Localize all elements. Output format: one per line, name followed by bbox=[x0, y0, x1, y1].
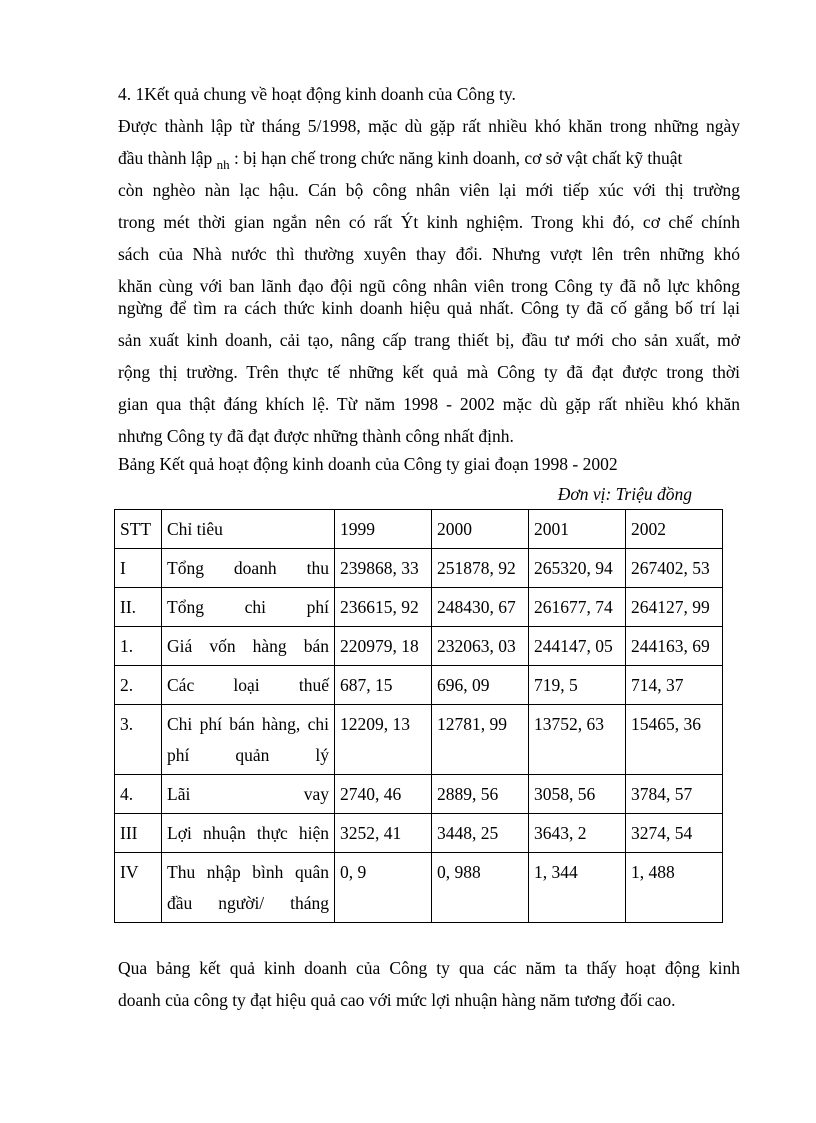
table-header-row bbox=[115, 510, 723, 549]
paragraph-line: sản xuất kinh doanh, cải tạo, nâng cấp trang thiết bị, đầu tư mới cho sản xuất, mở bbox=[118, 330, 740, 350]
value-cell: 0, 9 bbox=[335, 853, 432, 923]
value-cell: 12209, 13 bbox=[335, 705, 432, 775]
value-cell: 264127, 99 bbox=[626, 588, 723, 627]
item-cell: Các loại thuế bbox=[162, 666, 335, 705]
paragraph-text: : bị hạn chế trong chức năng kinh doanh, cơ sở vật chất kỹ thuật bbox=[234, 148, 683, 168]
value-cell: 687, 15 bbox=[335, 666, 432, 705]
value-cell: 265320, 94 bbox=[529, 549, 626, 588]
stt-cell: IV bbox=[115, 853, 162, 923]
value-cell: 3274, 54 bbox=[626, 814, 723, 853]
header-cell: Chỉ tiêu bbox=[162, 510, 335, 549]
closing-line: doanh của công ty đạt hiệu quả cao với mức lợi nhuận hàng năm tương đối cao. bbox=[118, 990, 676, 1010]
paragraph-line: gian qua thật đáng khích lệ. Từ năm 1998 - 2002 mặc dù gặp rất nhiều khó khăn bbox=[118, 394, 740, 414]
item-cell: Lợi nhuận thực hiện bbox=[162, 814, 335, 853]
value-cell: 1, 344 bbox=[529, 853, 626, 923]
table-row bbox=[115, 588, 723, 627]
value-cell: 3252, 41 bbox=[335, 814, 432, 853]
value-cell: 251878, 92 bbox=[432, 549, 529, 588]
item-cell: Thu nhập bình quân đầu người/ tháng bbox=[162, 853, 335, 923]
header-cell: STT bbox=[115, 510, 162, 549]
paragraph-line bbox=[118, 147, 740, 171]
section-heading: 4. 1Kết quả chung về hoạt động kinh doanh của Công ty. bbox=[118, 84, 516, 104]
table-row bbox=[115, 775, 723, 814]
item-cell: Chi phí bán hàng, chi phí quản lý bbox=[162, 705, 335, 775]
subscript-text: nh bbox=[216, 157, 230, 172]
header-cell: 2000 bbox=[432, 510, 529, 549]
value-cell: 267402, 53 bbox=[626, 549, 723, 588]
paragraph-line: còn nghèo nàn lạc hậu. Cán bộ công nhân viên lại mới tiếp xúc với thị trường bbox=[118, 180, 740, 200]
stt-cell: 1. bbox=[115, 627, 162, 666]
value-cell: 261677, 74 bbox=[529, 588, 626, 627]
item-cell: Tổng doanh thu bbox=[162, 549, 335, 588]
paragraph-line: Được thành lập từ tháng 5/1998, mặc dù gặp rất nhiều khó khăn trong những ngày bbox=[118, 116, 740, 136]
value-cell: 2889, 56 bbox=[432, 775, 529, 814]
value-cell: 248430, 67 bbox=[432, 588, 529, 627]
stt-cell: I bbox=[115, 549, 162, 588]
paragraph-line: trong mét thời gian ngắn nên có rất Ýt kinh nghiệm. Trong khi đó, cơ chế chính bbox=[118, 212, 740, 232]
table-row bbox=[115, 627, 723, 666]
table-title: Bảng Kết quả hoạt động kinh doanh của Công ty giai đoạn 1998 - 2002 bbox=[118, 454, 618, 474]
paragraph-line: sách của Nhà nước thì thường xuyên thay đổi. Nhưng vượt lên trên những khó bbox=[118, 244, 740, 264]
header-cell: 2001 bbox=[529, 510, 626, 549]
table-row bbox=[115, 705, 723, 775]
item-cell: Tổng chi phí bbox=[162, 588, 335, 627]
paragraph-text: đầu thành lập bbox=[118, 148, 213, 168]
stt-cell: II. bbox=[115, 588, 162, 627]
value-cell: 719, 5 bbox=[529, 666, 626, 705]
value-cell: 244163, 69 bbox=[626, 627, 723, 666]
value-cell: 3448, 25 bbox=[432, 814, 529, 853]
table-row bbox=[115, 549, 723, 588]
stt-cell: 3. bbox=[115, 705, 162, 775]
value-cell: 13752, 63 bbox=[529, 705, 626, 775]
paragraph-line: nhưng Công ty đã đạt được những thành công nhất định. bbox=[118, 426, 514, 446]
results-table bbox=[114, 509, 723, 923]
header-cell: 1999 bbox=[335, 510, 432, 549]
table-row bbox=[115, 814, 723, 853]
item-cell: Giá vốn hàng bán bbox=[162, 627, 335, 666]
value-cell: 220979, 18 bbox=[335, 627, 432, 666]
closing-line: Qua bảng kết quả kinh doanh của Công ty qua các năm ta thấy hoạt động kinh bbox=[118, 958, 740, 978]
value-cell: 244147, 05 bbox=[529, 627, 626, 666]
value-cell: 3784, 57 bbox=[626, 775, 723, 814]
value-cell: 0, 988 bbox=[432, 853, 529, 923]
value-cell: 714, 37 bbox=[626, 666, 723, 705]
table-row bbox=[115, 853, 723, 923]
value-cell: 2740, 46 bbox=[335, 775, 432, 814]
item-cell: Lãi vay bbox=[162, 775, 335, 814]
paragraph-line: rộng thị trường. Trên thực tế những kết quả mà Công ty đã đạt được trong thời bbox=[118, 362, 740, 382]
value-cell: 239868, 33 bbox=[335, 549, 432, 588]
value-cell: 232063, 03 bbox=[432, 627, 529, 666]
stt-cell: 4. bbox=[115, 775, 162, 814]
value-cell: 12781, 99 bbox=[432, 705, 529, 775]
value-cell: 15465, 36 bbox=[626, 705, 723, 775]
value-cell: 696, 09 bbox=[432, 666, 529, 705]
stt-cell: III bbox=[115, 814, 162, 853]
header-cell: 2002 bbox=[626, 510, 723, 549]
value-cell: 1, 488 bbox=[626, 853, 723, 923]
unit-label: Đơn vị: Triệu đồng bbox=[557, 484, 692, 504]
value-cell: 3058, 56 bbox=[529, 775, 626, 814]
stt-cell: 2. bbox=[115, 666, 162, 705]
value-cell: 236615, 92 bbox=[335, 588, 432, 627]
table-row bbox=[115, 666, 723, 705]
paragraph-line: khăn cùng với ban lãnh đạo đội ngũ công nhân viên trong Công ty đã nỗ lực không bbox=[118, 276, 740, 296]
value-cell: 3643, 2 bbox=[529, 814, 626, 853]
paragraph-line: ngừng để tìm ra cách thức kinh doanh hiệu quả nhất. Công ty đã cố gắng bố trí lại bbox=[118, 298, 740, 318]
